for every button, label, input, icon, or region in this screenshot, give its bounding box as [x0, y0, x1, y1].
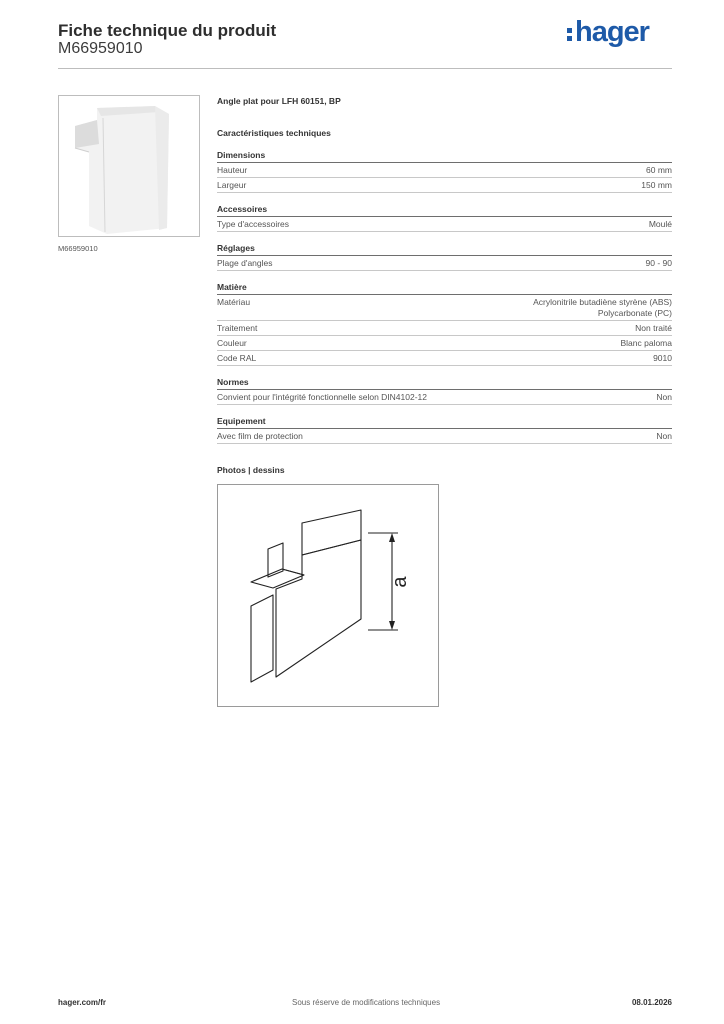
spec-row	[217, 321, 672, 336]
spec-label: Plage d'angles	[217, 258, 273, 268]
spec-row	[217, 429, 672, 444]
spec-label: Avec film de protection	[217, 431, 303, 441]
group-title: Réglages	[217, 242, 672, 256]
group-title: Matière	[217, 281, 672, 295]
spec-row	[217, 178, 672, 193]
section-title: Caractéristiques techniques	[217, 128, 331, 138]
spec-group-reglages	[217, 242, 672, 271]
footer-date: 08.01.2026	[631, 998, 672, 1007]
spec-value: Moulé	[648, 219, 672, 229]
spec-value-line: Polycarbonate (PC)	[597, 308, 672, 318]
group-title: Accessoires	[217, 203, 672, 217]
spec-row	[217, 217, 672, 232]
dimension-label: a	[389, 576, 411, 588]
group-title: Equipement	[217, 415, 672, 429]
specification-section	[217, 95, 672, 454]
spec-label: Matériau	[217, 297, 251, 307]
product-photo-icon	[59, 96, 199, 236]
spec-value: 90 - 90	[645, 258, 672, 268]
product-photo	[58, 95, 200, 237]
spec-group-equipement	[217, 415, 672, 444]
spec-label: Couleur	[217, 338, 247, 348]
spec-label: Type d'accessoires	[217, 219, 290, 229]
spec-row	[217, 163, 672, 178]
spec-value: 60 mm	[646, 165, 672, 175]
spec-row	[217, 390, 672, 405]
spec-group-normes	[217, 376, 672, 405]
spec-group-matiere	[217, 281, 672, 366]
spec-value: 150 mm	[641, 180, 672, 190]
spec-row	[217, 351, 672, 366]
header-divider	[58, 68, 672, 69]
spec-value	[533, 297, 672, 319]
logo-dots-icon	[567, 28, 572, 41]
logo-text: hager	[575, 16, 649, 48]
spec-label: Largeur	[217, 180, 247, 190]
spec-row	[217, 336, 672, 351]
footer-website: hager.com/fr	[58, 998, 107, 1007]
group-title: Dimensions	[217, 149, 672, 163]
product-image-caption: M66959010	[58, 244, 98, 253]
spec-value: Non	[656, 431, 672, 441]
spec-label: Convient pour l'intégrité fonctionnelle selon DIN4102-12	[217, 392, 428, 402]
spec-label: Hauteur	[217, 165, 248, 175]
hager-logo	[567, 17, 649, 47]
footer-notice: Sous réserve de modifications techniques	[292, 998, 441, 1007]
page-title: Fiche technique du produit	[58, 21, 277, 40]
spec-group-dimensions	[217, 149, 672, 193]
spec-row	[217, 295, 672, 321]
spec-value: Blanc paloma	[620, 338, 672, 348]
spec-label: Code RAL	[217, 353, 257, 363]
product-description: Angle plat pour LFH 60151, BP	[217, 96, 341, 106]
group-title: Normes	[217, 376, 672, 390]
spec-value: Non traité	[635, 323, 672, 333]
technical-drawing	[217, 484, 439, 707]
spec-row	[217, 256, 672, 271]
spec-group-accessoires	[217, 203, 672, 232]
spec-value: 9010	[653, 353, 672, 363]
spec-value: Non	[656, 392, 672, 402]
product-reference: M66959010	[58, 40, 143, 57]
dimension-drawing-icon	[218, 485, 438, 706]
photos-title: Photos | dessins	[217, 465, 285, 475]
spec-label: Traitement	[217, 323, 258, 333]
spec-value-line: Acrylonitrile butadiène styrène (ABS)	[533, 297, 672, 307]
